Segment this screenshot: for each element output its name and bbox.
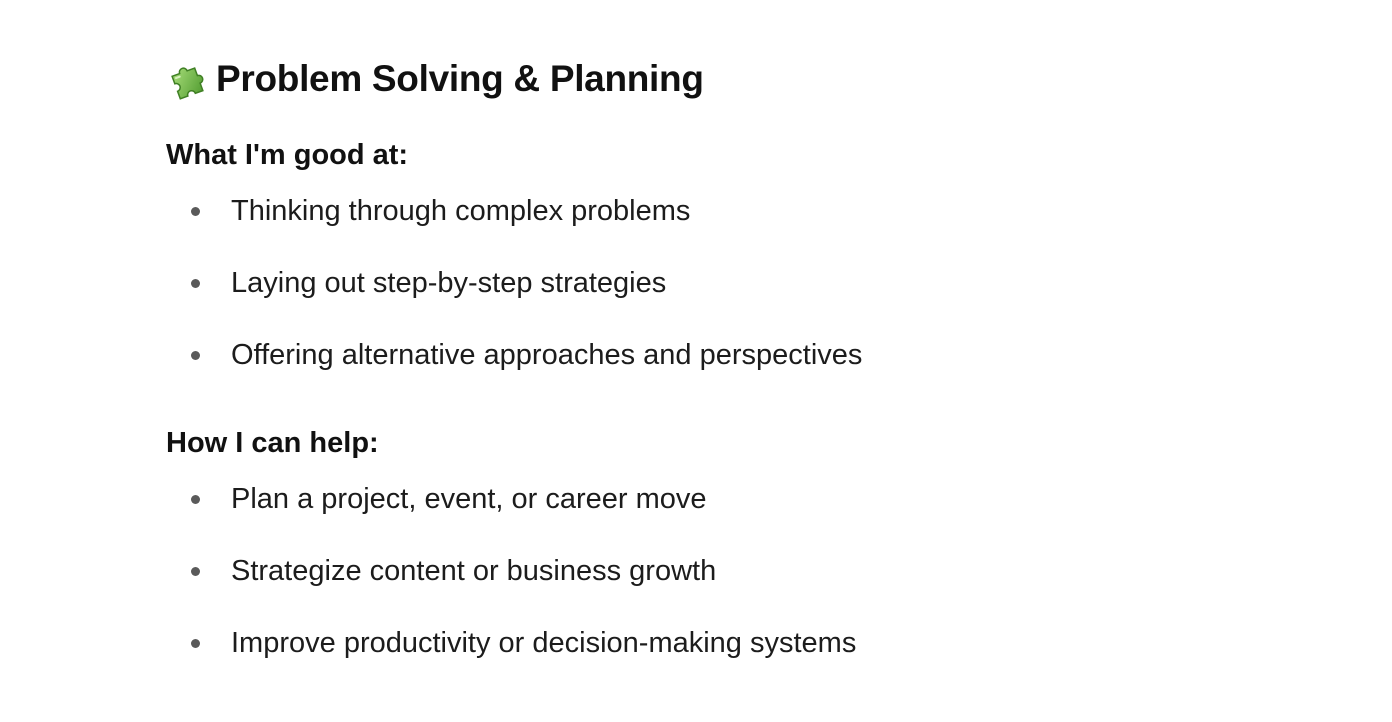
list-item xyxy=(166,319,1166,391)
bullet-icon xyxy=(191,639,200,648)
list-item xyxy=(166,247,1166,319)
section-title: Problem Solving & Planning xyxy=(216,58,704,99)
bullet-icon xyxy=(191,351,200,360)
bullet-icon xyxy=(191,279,200,288)
good-at-list xyxy=(166,175,1166,391)
puzzle-piece-icon xyxy=(166,57,210,101)
can-help-heading: How I can help: xyxy=(166,427,379,459)
list-item-text: Improve productivity or decision-making systems xyxy=(231,627,857,659)
list-item xyxy=(166,175,1166,247)
bullet-icon xyxy=(191,207,200,216)
list-item-text: Strategize content or business growth xyxy=(231,555,717,587)
good-at-heading: What I'm good at: xyxy=(166,139,409,171)
list-item xyxy=(166,607,1166,679)
list-item xyxy=(166,535,1166,607)
section-heading xyxy=(166,52,1166,106)
bullet-icon xyxy=(191,495,200,504)
list-item xyxy=(166,463,1166,535)
bullet-icon xyxy=(191,567,200,576)
can-help-list xyxy=(166,463,1166,679)
list-item-text: Offering alternative approaches and perspectives xyxy=(231,339,863,371)
list-item-text: Thinking through complex problems xyxy=(231,195,691,227)
list-item-text: Plan a project, event, or career move xyxy=(231,483,707,515)
message-content xyxy=(166,52,1166,679)
list-item-text: Laying out step-by-step strategies xyxy=(231,267,667,299)
